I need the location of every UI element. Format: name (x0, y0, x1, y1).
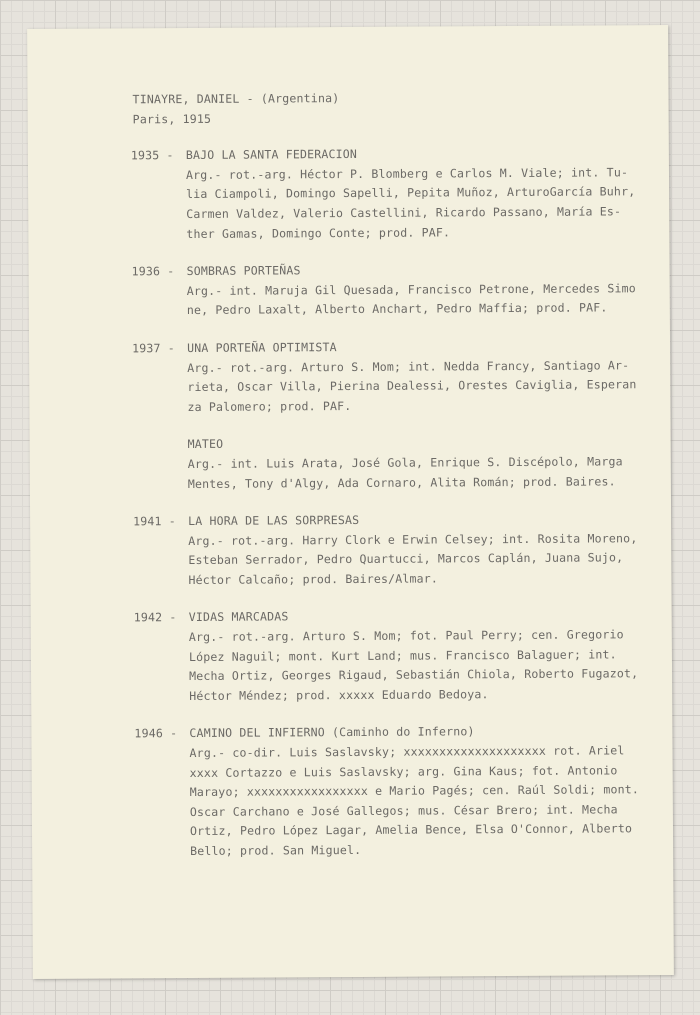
film-title: BAJO LA SANTA FEDERACION (185, 147, 358, 163)
film-entry (134, 336, 654, 418)
film-credits-line: xxxx Cortazzo e Luis Saslavsky; arg. Gina Kaus; fot. Antonio (189, 762, 618, 780)
film-credits-line: Carmen Valdez, Valerio Castellini, Ricardo Passano, María Es- (186, 204, 622, 221)
film-year: 1941 - (133, 514, 176, 529)
film-credits-line: rieta, Oscar Villa, Pierina Dealessi, Orestes Caviglia, Esperan (187, 377, 637, 395)
film-title: CAMINO DEL INFIERNO (Caminho do Inferno) (189, 724, 475, 741)
film-entry (136, 722, 657, 862)
film-credits-line: ne, Pedro Laxalt, Alberto Anchart, Pedro Maffia; prod. PAF. (186, 300, 608, 318)
director-name-line: TINAYRE, DANIEL - (Argentina) (132, 91, 340, 107)
film-credits-line: Héctor Calcaño; prod. Baires/Almar. (188, 571, 439, 587)
film-credits-line: Arg.- co-dir. Luis Saslavsky; xxxxxxxxxxxxxxxxxxxx rot. Ariel (189, 743, 625, 761)
film-credits-line: Mecha Ortiz, Georges Rigaud, Sebastián Chiola, Roberto Fugazot, (189, 666, 639, 684)
film-credits-line: López Naguil; mont. Kurt Land; mus. Francisco Balaguer; int. (188, 647, 617, 664)
film-credits-line: Marayo; xxxxxxxxxxxxxxxxx e Mario Pagés; cen. Raúl Soldi; mont. (189, 782, 640, 800)
film-year: 1942 - (133, 610, 177, 625)
film-credits-line: Arg.- rot.-arg. Arturo S. Mom; fot. Paul Perry; cen. Gregorio (188, 627, 624, 645)
filmography-index-card (27, 25, 674, 979)
film-year: 1937 - (132, 341, 175, 356)
birth-place-line: Paris, 1915 (132, 111, 212, 126)
film-entry (131, 259, 654, 321)
film-entry (133, 606, 657, 707)
film-credits-line: za Palomero; prod. PAF. (187, 398, 352, 414)
film-year: 1936 - (131, 264, 175, 279)
film-credits-line: Ortiz, Pedro López Lagar, Amelia Bence, Elsa O'Connor, Alberto (189, 821, 633, 839)
film-credits-line: Mentes, Tony d'Algy, Ada Cornaro, Alita Román; prod. Baires. (187, 473, 616, 491)
film-title: LA HORA DE LAS SORPRESAS (188, 513, 360, 529)
film-title: SOMBRAS PORTEÑAS (186, 263, 301, 279)
film-credits-line: Arg.- int. Maruja Gil Quesada, Francisco Petrone, Mercedes Simo (186, 281, 636, 298)
film-credits-line: ther Gamas, Domingo Conte; prod. PAF. (186, 224, 451, 241)
film-credits-line: Arg.- rot.-arg. Harry Clork e Erwin Celsey; int. Rosita Moreno, (188, 530, 638, 548)
film-title: UNA PORTEÑA OPTIMISTA (187, 340, 337, 355)
film-credits-line: Esteban Serrador, Pedro Quartucci, Marcos Caplán, Juana Sujo, (188, 550, 624, 568)
film-year: 1935 - (130, 148, 174, 163)
film-credits-line: Héctor Méndez; prod. xxxxx Eduardo Bedoya. (189, 687, 489, 703)
film-credits-line: Arg.- rot.-arg. Arturo S. Mom; int. Nedda Francy, Santiago Ar- (187, 357, 630, 375)
film-title: MATEO (187, 437, 224, 452)
film-entries-list (130, 143, 657, 862)
film-credits-line: Oscar Carchano e José Gallegos; mus. César Brero; int. Mecha (189, 802, 618, 819)
film-credits-line: Bello; prod. San Miguel. (190, 842, 362, 858)
film-entry (130, 143, 654, 244)
film-entry (135, 432, 655, 494)
film-credits-line: Arg.- rot.-arg. Héctor P. Blomberg e Carlos M. Viale; int. Tu- (185, 165, 629, 182)
film-credits-line: Arg.- int. Luis Arata, José Gola, Enrique S. Discépolo, Marga (187, 454, 623, 471)
film-entry (135, 509, 655, 591)
typed-text-block (132, 87, 657, 862)
film-credits-line: lia Ciampoli, Domingo Sapelli, Pepita Muñoz, ArturoGarcía Buhr, (186, 184, 636, 202)
film-year: 1946 - (134, 726, 178, 741)
film-title: VIDAS MARCADAS (188, 609, 289, 625)
